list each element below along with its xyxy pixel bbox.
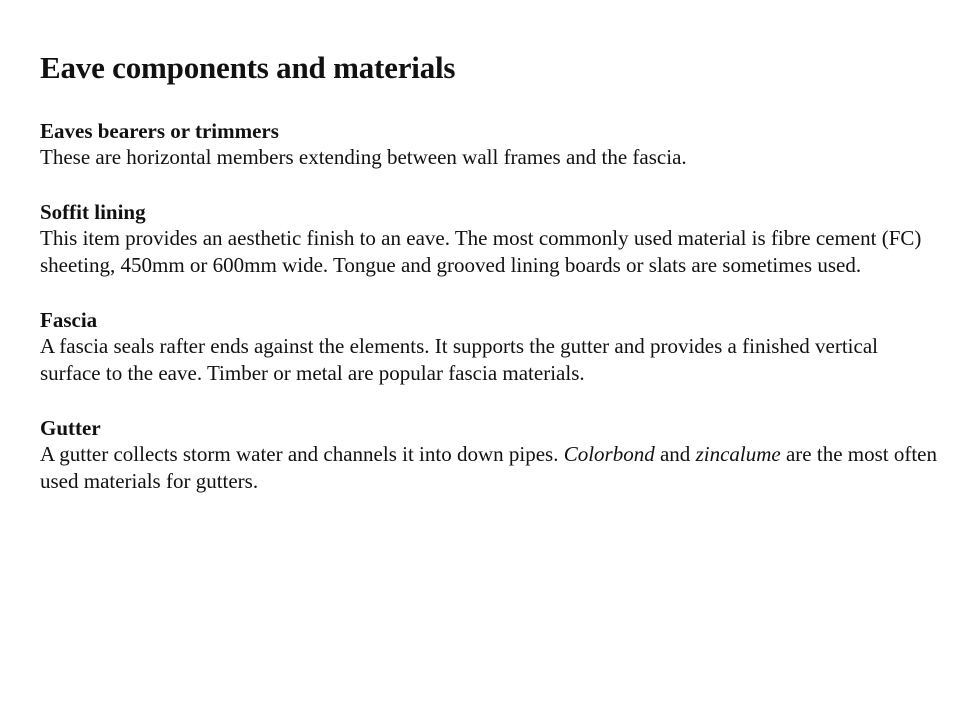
section-soffit-lining <box>40 199 940 279</box>
section-body <box>40 225 940 279</box>
body-text-italic: zincalume <box>695 442 781 466</box>
section-heading: Gutter <box>40 416 101 440</box>
body-text: are the most often used materials for gutters. <box>40 442 937 493</box>
section-gutter <box>40 415 940 495</box>
page-title: Eave components and materials <box>40 50 456 85</box>
section-body <box>40 333 940 387</box>
section-fascia <box>40 307 940 387</box>
section-heading: Fascia <box>40 308 98 332</box>
body-text: These are horizontal members extending between wall frames and the fascia. <box>40 145 687 169</box>
section-heading: Soffit lining <box>40 200 146 224</box>
document-page <box>40 48 940 523</box>
section-body <box>40 144 940 171</box>
body-text: A gutter collects storm water and channels it into down pipes. <box>40 442 564 466</box>
section-eaves-bearers <box>40 118 940 171</box>
section-body <box>40 441 940 495</box>
body-text: This item provides an aesthetic finish to an eave. The most commonly used material is fibre cement (FC) sheeting, 450mm or 600mm wide. Tongue and grooved lining boards or slats are sometimes used. <box>40 226 922 277</box>
body-text: A fascia seals rafter ends against the elements. It supports the gutter and provides a finished vertical surface to the eave. Timber or metal are popular fascia materials. <box>40 334 878 385</box>
body-text: and <box>654 442 696 466</box>
body-text-italic: Colorbond <box>563 442 655 466</box>
section-heading: Eaves bearers or trimmers <box>40 119 279 143</box>
